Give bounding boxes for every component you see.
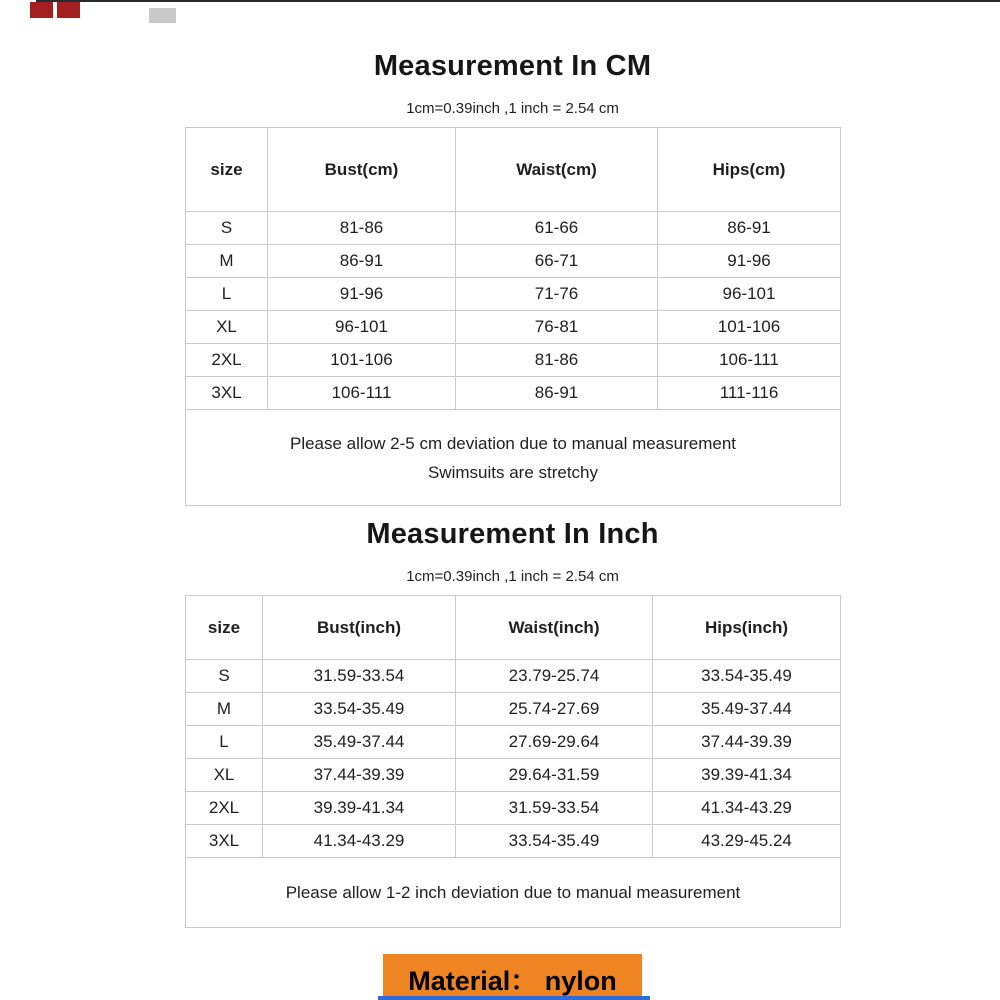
cm-header-hips: Hips(cm) [658, 128, 841, 212]
inch-header-hips: Hips(inch) [653, 596, 841, 660]
hips-cell: 41.34-43.29 [653, 792, 841, 825]
cm-header-size: size [186, 128, 268, 212]
bust-cell: 101-106 [268, 344, 456, 377]
waist-cell: 29.64-31.59 [456, 759, 653, 792]
table-row [186, 825, 841, 858]
cm-conversion-note: 1cm=0.39inch ,1 inch = 2.54 cm [406, 100, 619, 117]
waist-cell: 27.69-29.64 [456, 726, 653, 759]
table-row [186, 792, 841, 825]
deviation-note: Please allow 2-5 cm deviation due to manual measurement [289, 433, 737, 453]
hips-cell: 37.44-39.39 [653, 726, 841, 759]
table-row [186, 377, 841, 410]
deviation-note: Please allow 1-2 inch deviation due to manual measurement [285, 883, 741, 902]
bust-cell: 91-96 [268, 278, 456, 311]
cm-header-bust: Bust(cm) [268, 128, 456, 212]
bust-cell: 31.59-33.54 [263, 660, 456, 693]
hips-cell: 86-91 [658, 212, 841, 245]
cm-size-table [185, 127, 841, 506]
hips-cell: 39.39-41.34 [653, 759, 841, 792]
bust-cell: 37.44-39.39 [263, 759, 456, 792]
waist-cell: 71-76 [456, 278, 658, 311]
size-cell: L [186, 726, 263, 759]
material-label: Material： nylon [383, 954, 642, 1000]
size-cell: 2XL [186, 344, 268, 377]
waist-cell: 61-66 [456, 212, 658, 245]
inch-header-row [186, 596, 841, 660]
decorative-gray-block [149, 8, 176, 23]
inch-header-waist: Waist(inch) [456, 596, 653, 660]
inch-header-bust: Bust(inch) [263, 596, 456, 660]
table-row [186, 660, 841, 693]
inch-notes [186, 878, 840, 907]
waist-cell: 23.79-25.74 [456, 660, 653, 693]
hips-cell: 43.29-45.24 [653, 825, 841, 858]
decorative-red-block-1 [30, 2, 53, 18]
table-row [186, 212, 841, 245]
bust-cell: 39.39-41.34 [263, 792, 456, 825]
size-cell: XL [186, 759, 263, 792]
size-cell: S [186, 212, 268, 245]
inch-notes-row [186, 858, 841, 928]
content-area [185, 0, 840, 1000]
hips-cell: 111-116 [658, 377, 841, 410]
waist-cell: 25.74-27.69 [456, 693, 653, 726]
table-row [186, 726, 841, 759]
waist-cell: 81-86 [456, 344, 658, 377]
hips-cell: 96-101 [658, 278, 841, 311]
table-row [186, 693, 841, 726]
hips-cell: 35.49-37.44 [653, 693, 841, 726]
inch-notes-cell [186, 858, 841, 928]
stretchy-note: Swimsuits are stretchy [427, 462, 599, 482]
inch-conversion-note: 1cm=0.39inch ,1 inch = 2.54 cm [406, 568, 619, 585]
inch-header-size: size [186, 596, 263, 660]
hips-cell: 101-106 [658, 311, 841, 344]
size-cell: S [186, 660, 263, 693]
decorative-red-block-2 [57, 2, 80, 18]
table-row [186, 759, 841, 792]
material-section [185, 954, 840, 1000]
bust-cell: 33.54-35.49 [263, 693, 456, 726]
table-row [186, 311, 841, 344]
size-cell: M [186, 245, 268, 278]
waist-cell: 66-71 [456, 245, 658, 278]
bust-cell: 81-86 [268, 212, 456, 245]
hips-cell: 33.54-35.49 [653, 660, 841, 693]
cm-header-row [186, 128, 841, 212]
table-row [186, 278, 841, 311]
waist-cell: 33.54-35.49 [456, 825, 653, 858]
size-cell: L [186, 278, 268, 311]
bust-cell: 106-111 [268, 377, 456, 410]
waist-cell: 31.59-33.54 [456, 792, 653, 825]
cm-header-waist: Waist(cm) [456, 128, 658, 212]
cm-section-title: Measurement In CM [373, 50, 652, 82]
bust-cell: 86-91 [268, 245, 456, 278]
bust-cell: 96-101 [268, 311, 456, 344]
table-row [186, 245, 841, 278]
hips-cell: 91-96 [658, 245, 841, 278]
inch-section-title: Measurement In Inch [366, 518, 659, 550]
waist-cell: 76-81 [456, 311, 658, 344]
cm-notes-row [186, 410, 841, 506]
size-cell: M [186, 693, 263, 726]
size-cell: 2XL [186, 792, 263, 825]
bust-cell: 41.34-43.29 [263, 825, 456, 858]
size-cell: 3XL [186, 377, 268, 410]
bottom-divider [378, 996, 650, 1000]
size-cell: XL [186, 311, 268, 344]
inch-size-table [185, 595, 841, 928]
cm-notes [186, 429, 840, 487]
size-cell: 3XL [186, 825, 263, 858]
table-row [186, 344, 841, 377]
bust-cell: 35.49-37.44 [263, 726, 456, 759]
cm-notes-cell [186, 410, 841, 506]
hips-cell: 106-111 [658, 344, 841, 377]
waist-cell: 86-91 [456, 377, 658, 410]
